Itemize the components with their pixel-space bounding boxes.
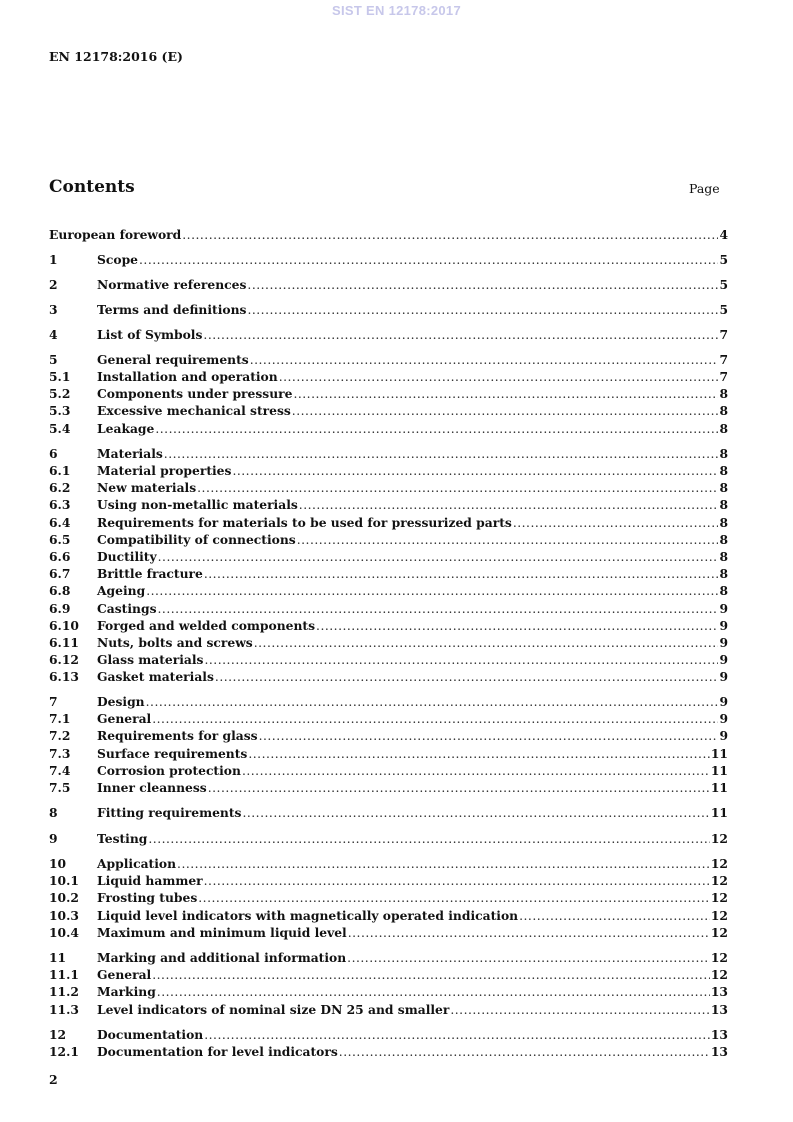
toc-dot-leader (293, 386, 718, 403)
toc-entry-title[interactable]: Material properties (97, 463, 232, 478)
toc-dot-leader (292, 403, 719, 420)
toc-dot-leader (208, 780, 710, 797)
toc-entry-number: 6.13 (49, 669, 79, 684)
toc-entry-number: 12.1 (49, 1044, 79, 1059)
toc-dot-leader (513, 515, 719, 532)
toc-entry-number: 2 (49, 277, 58, 292)
document-id: EN 12178:2016 (E) (49, 49, 183, 64)
toc-entry-title[interactable]: Liquid level indicators with magnetically operated indication (97, 908, 519, 923)
toc-entry-number: 10 (49, 856, 67, 871)
toc-dot-leader (158, 601, 719, 618)
toc-entry-number: 12 (49, 1027, 67, 1042)
toc-entry-page: 8 (719, 532, 728, 547)
toc-entry-number: 1 (49, 252, 58, 267)
toc-entry[interactable] (49, 617, 728, 634)
toc-entry[interactable] (49, 582, 728, 599)
toc-entry-page: 8 (719, 463, 728, 478)
toc-entry-page: 9 (719, 635, 728, 650)
toc-entry-page: 8 (719, 446, 728, 461)
toc-entry-title[interactable]: Gasket materials (97, 669, 214, 684)
toc-entry-page: 11 (710, 780, 728, 795)
toc-dot-leader (347, 950, 710, 967)
toc-entry-title[interactable]: Documentation (97, 1027, 204, 1042)
toc-dot-leader (215, 669, 719, 686)
toc-entry[interactable] (49, 251, 728, 268)
toc-entry-page: 5 (719, 277, 728, 292)
toc-entry[interactable] (49, 1026, 728, 1043)
toc-entry-title[interactable]: Documentation for level indicators (97, 1044, 338, 1059)
toc-entry[interactable] (49, 745, 728, 762)
toc-entry-title[interactable]: Normative references (97, 277, 247, 292)
page-column-label: Page (689, 181, 720, 196)
toc-entry-number: 6 (49, 446, 58, 461)
toc-entry-title[interactable]: Marking and additional information (97, 950, 347, 965)
toc-entry-number: 6.8 (49, 583, 71, 598)
toc-entry[interactable] (49, 872, 728, 889)
toc-entry[interactable] (49, 710, 728, 727)
toc-entry[interactable] (49, 966, 728, 983)
toc-entry-page: 11 (710, 746, 728, 761)
toc-entry-page: 9 (719, 652, 728, 667)
toc-entry-number: 6.3 (49, 497, 71, 512)
toc-entry-number: 11 (49, 950, 67, 965)
toc-entry-page: 12 (710, 950, 728, 965)
toc-dot-leader (198, 890, 710, 907)
toc-entry-title[interactable]: Installation and operation (97, 369, 278, 384)
toc-dot-leader (247, 277, 718, 294)
toc-entry[interactable] (49, 385, 728, 402)
toc-entry[interactable] (49, 1001, 728, 1018)
toc-entry-page: 9 (719, 711, 728, 726)
toc-entry-number: 7.3 (49, 746, 71, 761)
toc-dot-leader (157, 984, 710, 1001)
toc-entry-page: 9 (719, 618, 728, 633)
toc-dot-leader (152, 711, 718, 728)
toc-entry-number: 5.2 (49, 386, 71, 401)
toc-entry[interactable] (49, 514, 728, 531)
toc-entry-number: 6.6 (49, 549, 71, 564)
toc-entry-number: 6.11 (49, 635, 79, 650)
toc-entry[interactable] (49, 634, 728, 651)
toc-entry[interactable] (49, 276, 728, 293)
toc-entry-page: 9 (719, 669, 728, 684)
toc-entry-page: 13 (710, 984, 728, 999)
toc-entry[interactable] (49, 445, 728, 462)
toc-entry-title[interactable]: List of Symbols (97, 327, 203, 342)
toc-entry-page: 9 (719, 601, 728, 616)
toc-entry-title[interactable]: Inner cleanness (97, 780, 207, 795)
toc-entry-title[interactable]: Testing (97, 831, 148, 846)
toc-entry-title[interactable]: Terms and definitions (97, 302, 247, 317)
toc-entry[interactable] (49, 326, 728, 343)
toc-entry-title[interactable]: Surface requirements (97, 746, 248, 761)
toc-dot-leader (259, 728, 719, 745)
toc-dot-leader (139, 252, 718, 269)
toc-entry[interactable] (49, 804, 728, 821)
toc-dot-leader (348, 925, 710, 942)
toc-entry[interactable] (49, 226, 728, 243)
toc-entry-page: 4 (719, 227, 728, 242)
toc-entry[interactable] (49, 479, 728, 496)
toc-entry-page: 8 (719, 403, 728, 418)
toc-entry-title[interactable]: Materials (97, 446, 163, 461)
toc-entry[interactable] (49, 727, 728, 744)
toc-entry[interactable] (49, 779, 728, 796)
toc-entry-number: 11.2 (49, 984, 79, 999)
toc-entry-title[interactable]: General requirements (97, 352, 249, 367)
toc-entry-title[interactable]: Fitting requirements (97, 805, 242, 820)
toc-entry[interactable] (49, 496, 728, 513)
toc-entry[interactable] (49, 1043, 728, 1060)
toc-entry-number: 10.3 (49, 908, 79, 923)
toc-entry-page: 5 (719, 252, 728, 267)
toc-entry-page: 8 (719, 566, 728, 581)
toc-entry[interactable] (49, 855, 728, 872)
toc-entry-page: 13 (710, 1044, 728, 1059)
toc-entry-title[interactable]: Components under pressure (97, 386, 293, 401)
toc-entry-title[interactable]: General (97, 711, 152, 726)
toc-entry-page: 8 (719, 549, 728, 564)
toc-dot-leader (182, 227, 718, 244)
toc-entry[interactable] (49, 693, 728, 710)
toc-entry-page: 8 (719, 421, 728, 436)
toc-entry[interactable] (49, 301, 728, 318)
toc-entry-title[interactable]: Design (97, 694, 145, 709)
toc-dot-leader (250, 352, 719, 369)
toc-entry[interactable] (49, 668, 728, 685)
toc-entry-number: 6.4 (49, 515, 71, 530)
toc-entry-title[interactable]: New materials (97, 480, 197, 495)
toc-entry-page: 12 (710, 873, 728, 888)
toc-dot-leader (450, 1002, 710, 1019)
toc-entry-number: 11.3 (49, 1002, 79, 1017)
toc-entry[interactable] (49, 531, 728, 548)
toc-entry-title[interactable]: Nuts, bolts and screws (97, 635, 253, 650)
toc-entry-title[interactable]: Scope (97, 252, 138, 267)
toc-entry[interactable] (49, 983, 728, 1000)
toc-dot-leader (146, 694, 719, 711)
toc-entry-number: 9 (49, 831, 58, 846)
toc-entry-number: 6.12 (49, 652, 79, 667)
toc-dot-leader (204, 652, 718, 669)
toc-dot-leader (248, 746, 710, 763)
toc-entry-number: 6.5 (49, 532, 71, 547)
toc-entry-number: 7.5 (49, 780, 71, 795)
toc-entry[interactable] (49, 600, 728, 617)
toc-dot-leader (158, 549, 719, 566)
toc-dot-leader (242, 805, 709, 822)
toc-entry-page: 5 (719, 302, 728, 317)
toc-entry-number: 7.2 (49, 728, 71, 743)
toc-entry-title[interactable]: Leakage (97, 421, 155, 436)
toc-entry-number: 6.9 (49, 601, 71, 616)
toc-entry[interactable] (49, 949, 728, 966)
toc-entry-number: 10.1 (49, 873, 79, 888)
toc-entry-number: 7 (49, 694, 58, 709)
toc-entry-title[interactable]: Maximum and minimum liquid level (97, 925, 347, 940)
toc-entry-title[interactable]: Castings (97, 601, 157, 616)
toc-entry-number: 6.1 (49, 463, 71, 478)
toc-dot-leader (204, 566, 719, 583)
toc-entry[interactable] (49, 351, 728, 368)
toc-dot-leader (152, 967, 710, 984)
toc-entry-page: 7 (719, 352, 728, 367)
toc-entry-number: 6.10 (49, 618, 79, 633)
toc-entry-title[interactable]: Frosting tubes (97, 890, 198, 905)
toc-entry[interactable] (49, 368, 728, 385)
toc-entry-page: 8 (719, 515, 728, 530)
toc-entry-title[interactable]: Level indicators of nominal size DN 25 and smaller (97, 1002, 450, 1017)
toc-dot-leader (242, 763, 710, 780)
toc-dot-leader (339, 1044, 710, 1061)
toc-entry-number: 5.3 (49, 403, 71, 418)
toc-entry[interactable] (49, 462, 728, 479)
toc-dot-leader (247, 302, 718, 319)
toc-entry-title[interactable]: Excessive mechanical stress (97, 403, 291, 418)
toc-entry[interactable] (49, 924, 728, 941)
toc-entry-number: 7.4 (49, 763, 71, 778)
toc-entry-title[interactable]: Brittle fracture (97, 566, 203, 581)
toc-entry-page: 8 (719, 386, 728, 401)
toc-entry-title[interactable]: General (97, 967, 152, 982)
toc-entry-number: 10.4 (49, 925, 79, 940)
toc-dot-leader (146, 583, 718, 600)
toc-entry[interactable] (49, 548, 728, 565)
toc-entry-number: 10.2 (49, 890, 79, 905)
toc-entry-page: 9 (719, 728, 728, 743)
toc-entry-title[interactable]: Corrosion protection (97, 763, 241, 778)
toc-entry[interactable] (49, 762, 728, 779)
toc-dot-leader (204, 1027, 710, 1044)
toc-dot-leader (204, 873, 710, 890)
toc-entry[interactable] (49, 402, 728, 419)
toc-entry-title[interactable]: Using non-metallic materials (97, 497, 298, 512)
toc-entry[interactable] (49, 889, 728, 906)
toc-entry-title[interactable]: Glass materials (97, 652, 204, 667)
toc-dot-leader (155, 421, 718, 438)
toc-dot-leader (197, 480, 718, 497)
toc-entry-page: 12 (710, 890, 728, 905)
toc-dot-leader (164, 446, 719, 463)
toc-dot-leader (254, 635, 719, 652)
toc-entry-title[interactable]: Requirements for glass (97, 728, 258, 743)
toc-entry[interactable] (49, 565, 728, 582)
toc-entry-page: 12 (710, 831, 728, 846)
toc-entry-title[interactable]: Application (97, 856, 177, 871)
toc-entry-number: 3 (49, 302, 58, 317)
toc-entry-title[interactable]: Liquid hammer (97, 873, 203, 888)
toc-entry-number: 5.1 (49, 369, 71, 384)
toc-entry-number: 6.7 (49, 566, 71, 581)
toc-entry-page: 13 (710, 1027, 728, 1042)
toc-entry-number: 6.2 (49, 480, 71, 495)
toc-entry[interactable] (49, 907, 728, 924)
toc-dot-leader (299, 497, 719, 514)
toc-entry-page: 12 (710, 925, 728, 940)
toc-entry-number: 4 (49, 327, 58, 342)
toc-entry[interactable] (49, 651, 728, 668)
toc-entry-page: 11 (710, 763, 728, 778)
toc-dot-leader (519, 908, 710, 925)
toc-entry-page: 12 (710, 967, 728, 982)
toc-entry-title[interactable]: Ductility (97, 549, 157, 564)
toc-entry-page: 11 (710, 805, 728, 820)
toc-entry-title[interactable]: Forged and welded components (97, 618, 316, 633)
toc-entry-title[interactable]: Marking (97, 984, 156, 999)
toc-entry-page: 12 (710, 908, 728, 923)
toc-dot-leader (297, 532, 719, 549)
toc-entry-number: 7.1 (49, 711, 71, 726)
footer-page-number: 2 (49, 1072, 58, 1087)
toc-entry-title[interactable]: Requirements for materials to be used for pressurized parts (97, 515, 512, 530)
toc-entry-page: 12 (710, 856, 728, 871)
toc-entry-page: 9 (719, 694, 728, 709)
toc-dot-leader (148, 831, 709, 848)
toc-entry[interactable] (49, 830, 728, 847)
toc-entry-title[interactable]: Ageing (97, 583, 146, 598)
toc-entry-page: 8 (719, 480, 728, 495)
toc-entry-title[interactable]: Compatibility of connections (97, 532, 296, 547)
toc-entry-number: 11.1 (49, 967, 79, 982)
toc-dot-leader (316, 618, 718, 635)
toc-dot-leader (177, 856, 710, 873)
toc-entry-page: 8 (719, 497, 728, 512)
toc-dot-leader (232, 463, 718, 480)
toc-entry-number: 5.4 (49, 421, 71, 436)
toc-entry-page: 7 (719, 327, 728, 342)
toc-entry-page: 13 (710, 1002, 728, 1017)
toc-dot-leader (203, 327, 718, 344)
toc-entry-number: 8 (49, 805, 58, 820)
contents-heading: Contents (49, 177, 135, 197)
toc-entry[interactable] (49, 420, 728, 437)
toc-dot-leader (279, 369, 719, 386)
watermark: SIST EN 12178:2017 (332, 3, 461, 18)
toc-entry-number: 5 (49, 352, 58, 367)
toc-entry-page: 8 (719, 583, 728, 598)
toc-entry-page: 7 (719, 369, 728, 384)
toc-entry-title[interactable]: European foreword (49, 227, 182, 242)
